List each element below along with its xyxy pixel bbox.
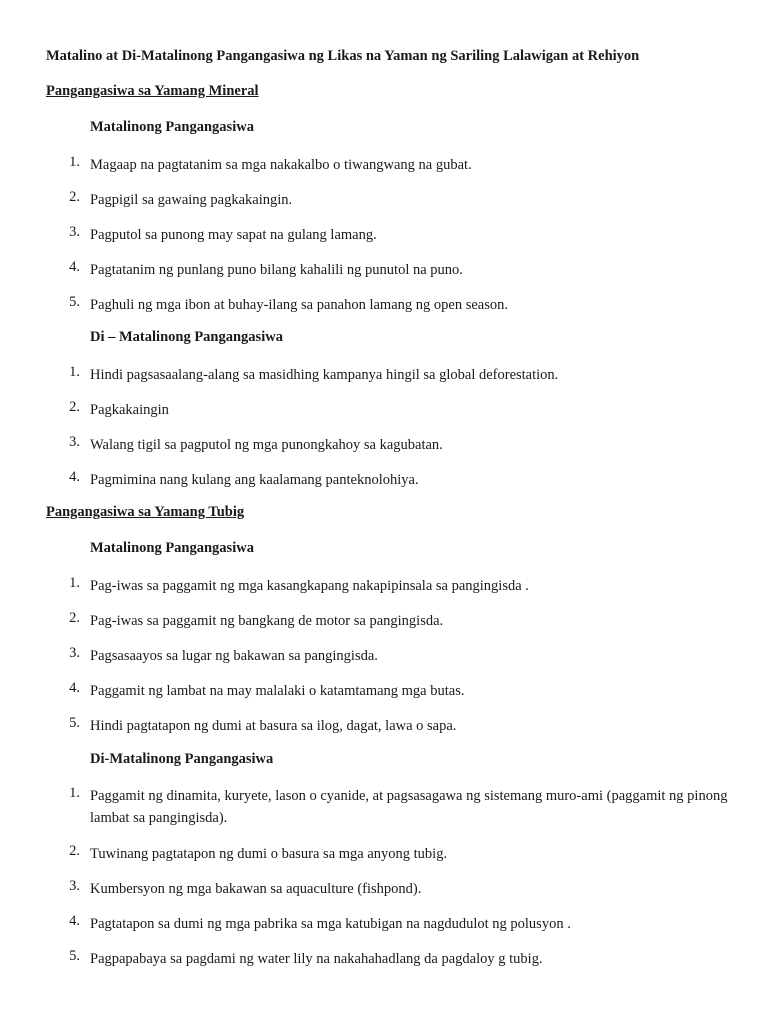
- list-number: 1.: [69, 154, 80, 170]
- list-text: Paghuli ng mga ibon at buhay-ilang sa panahon lamang ng open season.: [90, 297, 508, 313]
- subheading-matalino-mineral: Matalinong Pangangasiwa: [90, 119, 254, 135]
- list-number: 2.: [69, 610, 80, 626]
- list-number: 5.: [69, 948, 80, 964]
- subheading-di-matalino-tubig: Di-Matalinong Pangangasiwa: [90, 751, 274, 767]
- list-number: 4.: [69, 469, 80, 485]
- list-text: Pagpigil sa gawaing pagkakaingin.: [90, 192, 293, 208]
- list-text: Pag-iwas sa paggamit ng mga kasangkapang nakapipinsala sa pangingisda .: [90, 578, 529, 594]
- list-text: Kumbersyon ng mga bakawan sa aquaculture (fishpond).: [90, 881, 422, 897]
- list-text: Paggamit ng lambat na may malalaki o katamtamang mga butas.: [90, 683, 465, 699]
- list-text: Pagmimina nang kulang ang kaalamang panteknolohiya.: [90, 472, 419, 488]
- list-text: Pag-iwas sa paggamit ng bangkang de motor sa pangingisda.: [90, 613, 444, 629]
- subheading-matalino-tubig: Matalinong Pangangasiwa: [90, 540, 254, 556]
- list-number: 2.: [69, 843, 80, 859]
- list-number: 4.: [69, 680, 80, 696]
- list-number: 5.: [69, 294, 80, 310]
- list-number: 1.: [69, 785, 80, 801]
- list-text: Hindi pagtatapon ng dumi at basura sa ilog, dagat, lawa o sapa.: [90, 718, 457, 734]
- list-number: 2.: [69, 189, 80, 205]
- list-text: Pagtatapon sa dumi ng mga pabrika sa mga katubigan na nagdudulot ng polusyon .: [90, 916, 571, 932]
- document-title: Matalino at Di-Matalinong Pangangasiwa ng Likas na Yaman ng Sariling Lalawigan at Rehiyon: [46, 48, 640, 64]
- list-number: 3.: [69, 434, 80, 450]
- section-heading-mineral: Pangangasiwa sa Yamang Mineral: [46, 83, 259, 99]
- list-number: 3.: [69, 645, 80, 661]
- list-number: 3.: [69, 878, 80, 894]
- list-number: 4.: [69, 259, 80, 275]
- list-number: 2.: [69, 399, 80, 415]
- list-text: Pagputol sa punong may sapat na gulang lamang.: [90, 227, 377, 243]
- list-text: Pagtatanim ng punlang puno bilang kahalili ng punutol na puno.: [90, 262, 463, 278]
- list-text: Magaap na pagtatanim sa mga nakakalbo o tiwangwang na gubat.: [90, 157, 472, 173]
- list-text: Pagsasaayos sa lugar ng bakawan sa pangingisda.: [90, 648, 378, 664]
- list-number: 1.: [69, 575, 80, 591]
- list-text: Hindi pagsasaalang-alang sa masidhing kampanya hingil sa global deforestation.: [90, 367, 559, 383]
- list-text: Tuwinang pagtatapon ng dumi o basura sa mga anyong tubig.: [90, 846, 448, 862]
- section-heading-tubig: Pangangasiwa sa Yamang Tubig: [46, 504, 245, 520]
- list-number: 4.: [69, 913, 80, 929]
- list-number: 3.: [69, 224, 80, 240]
- list-text: Walang tigil sa pagputol ng mga punongkahoy sa kagubatan.: [90, 437, 443, 453]
- list-text: Pagpapabaya sa pagdami ng water lily na nakahahadlang da pagdaloy g tubig.: [90, 951, 543, 967]
- list-number: 1.: [69, 364, 80, 380]
- subheading-di-matalino-mineral: Di – Matalinong Pangangasiwa: [90, 329, 283, 345]
- list-text: Pagkakaingin: [90, 402, 169, 418]
- list-text: Paggamit ng dinamita, kuryete, lason o cyanide, at pagsasagawa ng sistemang muro-ami (paggamit ng pinong lambat sa pangingisda).: [90, 788, 728, 826]
- list-number: 5.: [69, 715, 80, 731]
